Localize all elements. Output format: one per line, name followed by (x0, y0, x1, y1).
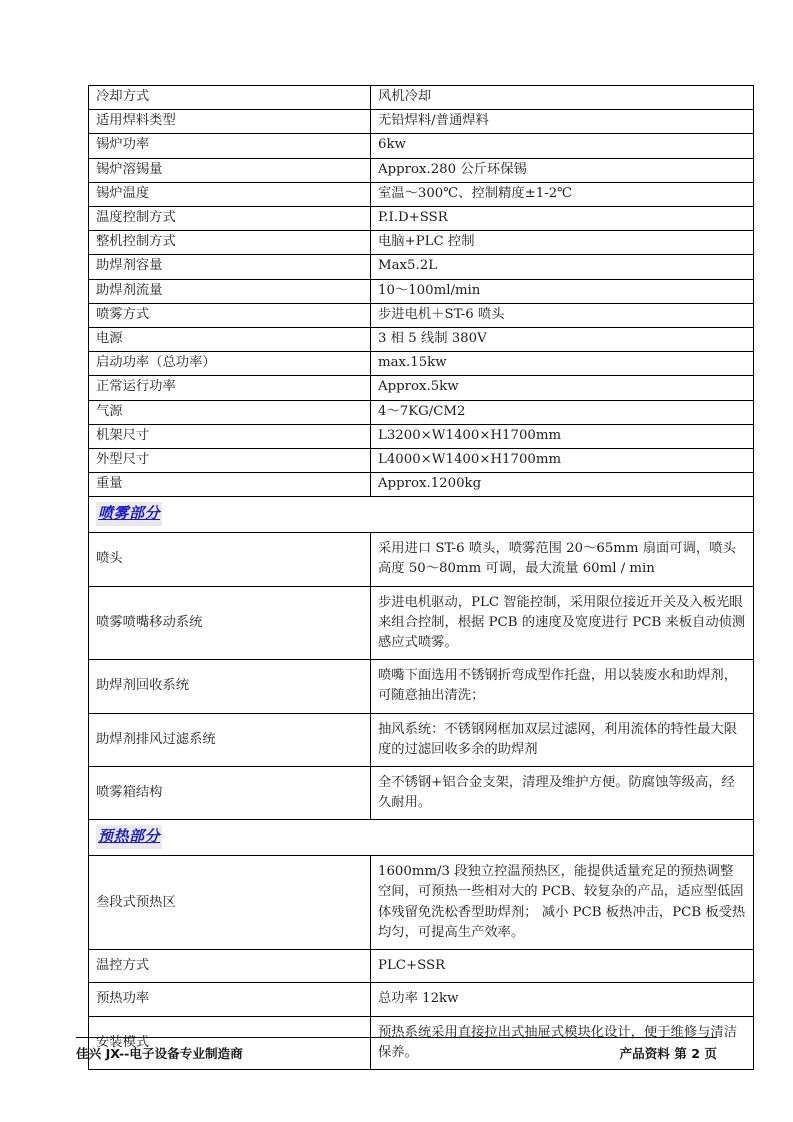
table-row (89, 950, 754, 983)
row-label: 适用焊料类型 (89, 110, 371, 134)
table-row (89, 86, 754, 110)
row-value: 3 相 5 线制 380V (371, 328, 754, 352)
row-label: 电源 (89, 328, 371, 352)
row-value: 无铅焊料/普通焊料 (371, 110, 754, 134)
row-value: 1600mm/3 段独立控温预热区，能提供适量充足的预热调整空间，可预热一些相对大的 PCB、较复杂的产品，适应型低固体残留免洗松香型助焊剂； 减小 PCB 板热冲击，PCB 板受热均匀，可提高生产效率。 (371, 856, 754, 950)
table-row (89, 328, 754, 352)
row-label: 安装模式 (89, 1016, 371, 1069)
table-row (89, 279, 754, 303)
table-row (89, 255, 754, 279)
row-value: PLC+SSR (371, 950, 754, 983)
table-row (89, 767, 754, 820)
row-label: 叁段式预热区 (89, 856, 371, 950)
table-row (89, 400, 754, 424)
row-label: 机架尺寸 (89, 424, 371, 448)
row-value: 采用进口 ST-6 喷头，喷雾范围 20～65mm 扇面可调，喷头高度 50～80mm 可调，最大流量 60ml / min (371, 533, 754, 586)
table-row (89, 134, 754, 158)
table-row (89, 158, 754, 182)
row-value: 步进电机驱动，PLC 智能控制，采用限位接近开关及入板光眼来组合控制，根据 PCB 的速度及宽度进行 PCB 来板自动侦测感应式喷雾。 (371, 586, 754, 660)
row-value: max.15kw (371, 352, 754, 376)
row-value: 电脑+PLC 控制 (371, 231, 754, 255)
row-label: 助焊剂流量 (89, 279, 371, 303)
row-value: 总功率 12kw (371, 983, 754, 1016)
table-row (89, 713, 754, 766)
row-label: 喷头 (89, 533, 371, 586)
section-heading-spray: 喷雾部分 (96, 502, 162, 526)
section-heading-row-preheat (89, 820, 754, 856)
row-label: 预热功率 (89, 983, 371, 1016)
row-label: 正常运行功率 (89, 376, 371, 400)
row-value: Approx.5kw (371, 376, 754, 400)
row-label: 启动功率（总功率） (89, 352, 371, 376)
table-row (89, 207, 754, 231)
page-footer (76, 1037, 717, 1062)
table-row (89, 660, 754, 713)
footer-page-number: 产品资料 第 2 页 (619, 1046, 717, 1061)
row-label: 助焊剂容量 (89, 255, 371, 279)
row-label: 温度控制方式 (89, 207, 371, 231)
spec-table-body (89, 86, 754, 1070)
table-row (89, 303, 754, 327)
section-heading-cell (89, 820, 754, 856)
specification-table (88, 85, 754, 1070)
row-value: 风机冷却 (371, 86, 754, 110)
table-row (89, 424, 754, 448)
section-heading-cell (89, 497, 754, 533)
row-label: 喷雾箱结构 (89, 767, 371, 820)
table-row (89, 231, 754, 255)
row-label: 冷却方式 (89, 86, 371, 110)
row-label: 整机控制方式 (89, 231, 371, 255)
row-value: P.I.D+SSR (371, 207, 754, 231)
row-value: 10～100ml/min (371, 279, 754, 303)
row-label: 锡炉溶锡量 (89, 158, 371, 182)
row-value: 步进电机＋ST-6 喷头 (371, 303, 754, 327)
table-row (89, 376, 754, 400)
row-value: 4～7KG/CM2 (371, 400, 754, 424)
table-row (89, 473, 754, 497)
row-label: 气源 (89, 400, 371, 424)
row-value: 抽风系统：不锈钢网框加双层过滤网，利用流体的特性最大限度的过滤回收多余的助焊剂 (371, 713, 754, 766)
table-row (89, 110, 754, 134)
row-value: 6kw (371, 134, 754, 158)
row-value: 室温～300℃、控制精度±1-2℃ (371, 182, 754, 206)
table-row (89, 856, 754, 950)
section-heading-row-spray (89, 497, 754, 533)
row-label: 喷雾喷嘴移动系统 (89, 586, 371, 660)
row-value: 全不锈钢+铝合金支架，清理及维护方便。防腐蚀等级高，经久耐用。 (371, 767, 754, 820)
footer-company: 佳兴 JX--电子设备专业制造商 (76, 1046, 243, 1061)
table-row (89, 182, 754, 206)
row-value: Approx.280 公斤环保锡 (371, 158, 754, 182)
table-row (89, 983, 754, 1016)
table-row (89, 352, 754, 376)
section-heading-preheat: 预热部分 (96, 825, 162, 849)
row-value: 预热系统采用直接拉出式抽屉式模块化设计，便于维修与清洁保养。 (371, 1016, 754, 1069)
row-label: 助焊剂回收系统 (89, 660, 371, 713)
row-label: 外型尺寸 (89, 449, 371, 473)
row-value: Max5.2L (371, 255, 754, 279)
table-row (89, 449, 754, 473)
row-label: 温控方式 (89, 950, 371, 983)
row-value: L4000×W1400×H1700mm (371, 449, 754, 473)
row-label: 喷雾方式 (89, 303, 371, 327)
row-value: Approx.1200kg (371, 473, 754, 497)
row-value: L3200×W1400×H1700mm (371, 424, 754, 448)
table-row (89, 533, 754, 586)
row-label: 助焊剂排风过滤系统 (89, 713, 371, 766)
row-label: 锡炉功率 (89, 134, 371, 158)
row-label: 锡炉温度 (89, 182, 371, 206)
table-row (89, 586, 754, 660)
row-label: 重量 (89, 473, 371, 497)
row-value: 喷嘴下面选用不锈钢折弯成型作托盘，用以装废水和助焊剂，可随意抽出清洗； (371, 660, 754, 713)
